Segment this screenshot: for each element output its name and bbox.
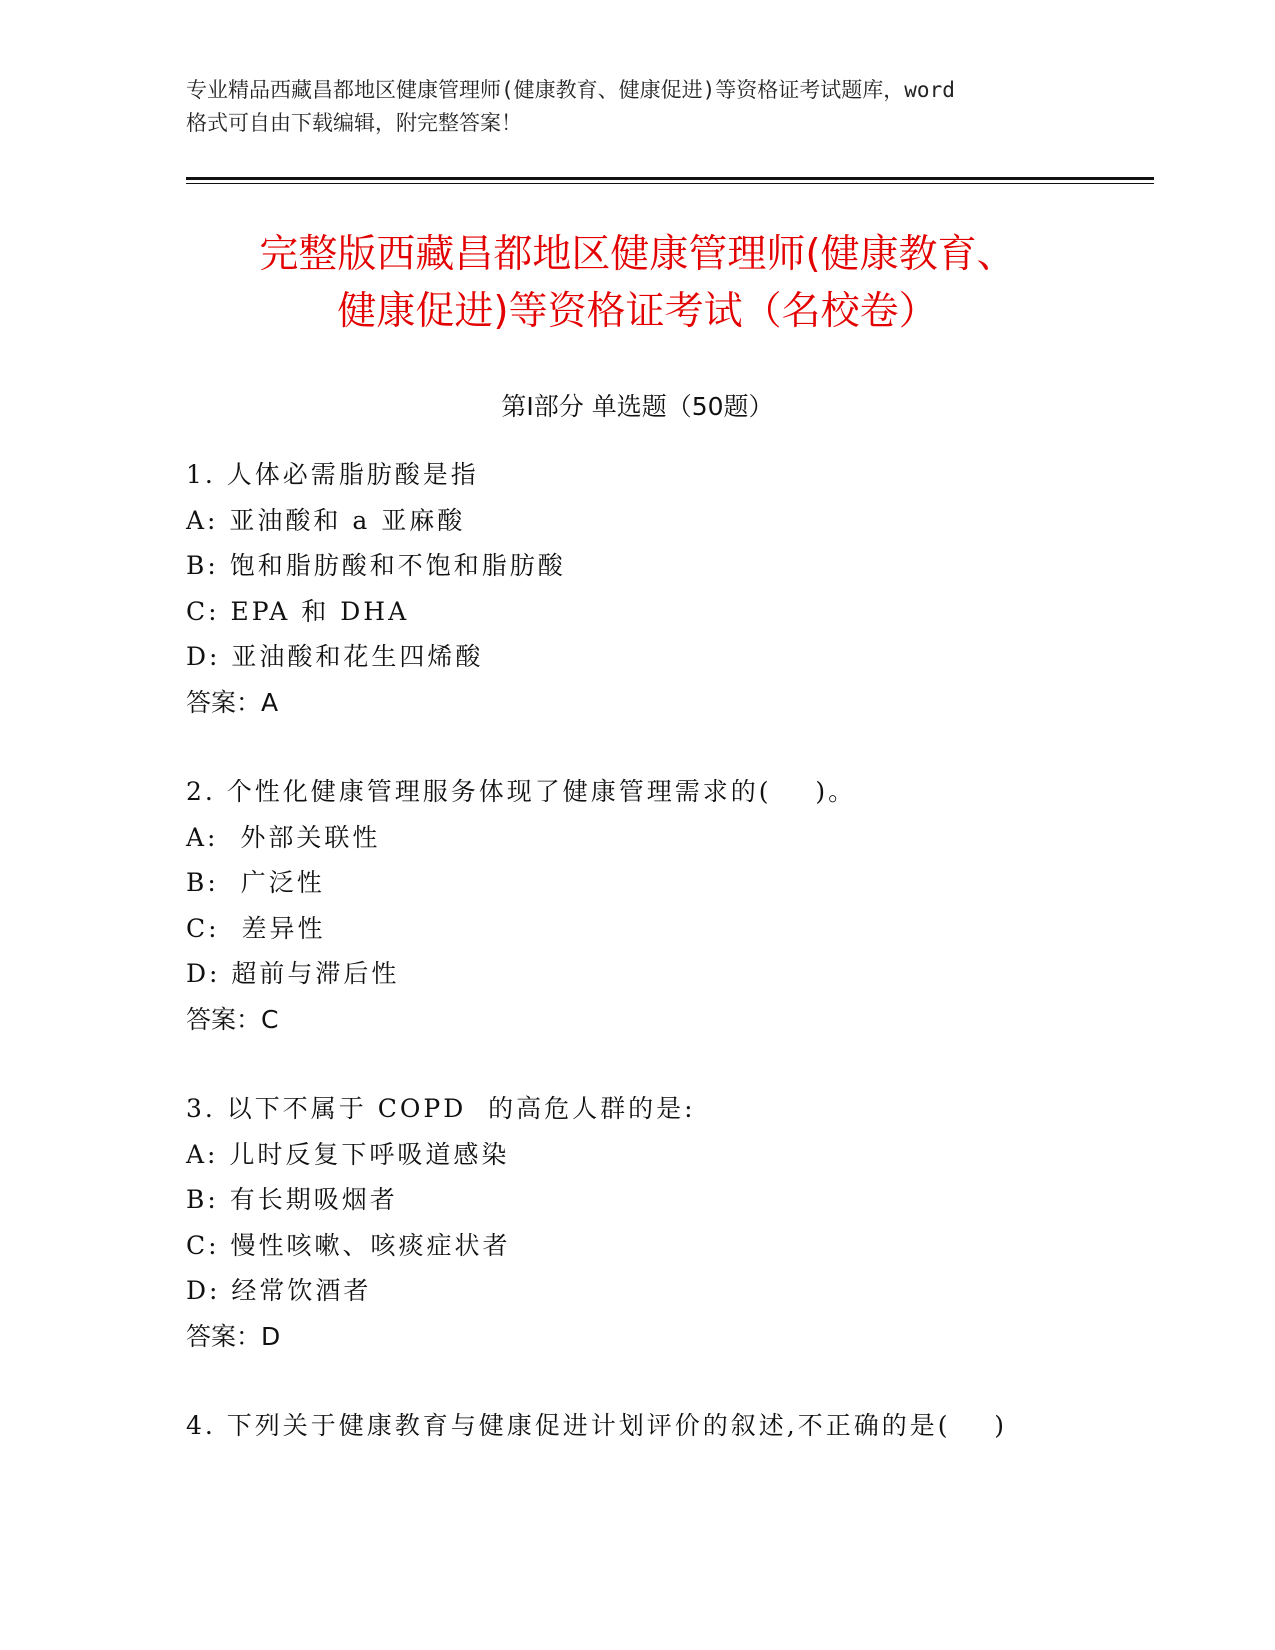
question-stem: 3. 以下不属于 COPD 的高危人群的是: xyxy=(186,1094,696,1123)
header-divider-thick xyxy=(186,177,1154,180)
option-b: B: 饱和脂肪酸和不饱和脂肪酸 xyxy=(186,551,566,580)
option-d: D: 经常饮酒者 xyxy=(186,1276,372,1305)
option-b: B: 广泛性 xyxy=(186,868,325,897)
header-note-line-1: 专业精品西藏昌都地区健康管理师(健康教育、健康促进)等资格证考试题库，word xyxy=(186,78,955,102)
option-a: A: 儿时反复下呼吸道感染 xyxy=(186,1139,510,1169)
header-note-line-2: 格式可自由下载编辑，附完整答案！ xyxy=(186,111,522,135)
header-note xyxy=(186,74,1086,140)
option-d: D: 亚油酸和花生四烯酸 xyxy=(186,642,484,671)
option-a: A: 外部关联性 xyxy=(186,822,381,852)
question-2 xyxy=(186,769,1146,1042)
question-3 xyxy=(186,1086,1146,1359)
question-stem: 4. 下列关于健康教育与健康促进计划评价的叙述,不正确的是( ) xyxy=(186,1411,1008,1440)
document-title-line-2: 健康促进)等资格证考试（名校卷） xyxy=(337,289,938,334)
option-c: C: EPA 和 DHA xyxy=(186,596,410,626)
answer: 答案：D xyxy=(186,1321,281,1351)
option-d: D: 超前与滞后性 xyxy=(186,959,400,988)
option-c: C: 差异性 xyxy=(186,913,326,943)
option-a: A: 亚油酸和 a 亚麻酸 xyxy=(186,505,466,535)
option-b: B: 有长期吸烟者 xyxy=(186,1185,398,1214)
answer: 答案：C xyxy=(186,1004,279,1034)
option-c: C: 慢性咳嗽、咳痰症状者 xyxy=(186,1230,511,1260)
answer: 答案：A xyxy=(186,687,279,717)
header-divider-thin xyxy=(186,183,1154,184)
question-stem: 1. 人体必需脂肪酸是指 xyxy=(186,460,479,489)
question-1 xyxy=(186,452,1146,725)
question-stem: 2. 个性化健康管理服务体现了健康管理需求的( )。 xyxy=(186,777,857,806)
document-title-line-1: 完整版西藏昌都地区健康管理师(健康教育、 xyxy=(259,232,1016,277)
question-4 xyxy=(186,1403,1146,1449)
section-title: 第Ⅰ部分 单选题（50题） xyxy=(501,392,774,421)
document-title xyxy=(150,226,1125,340)
